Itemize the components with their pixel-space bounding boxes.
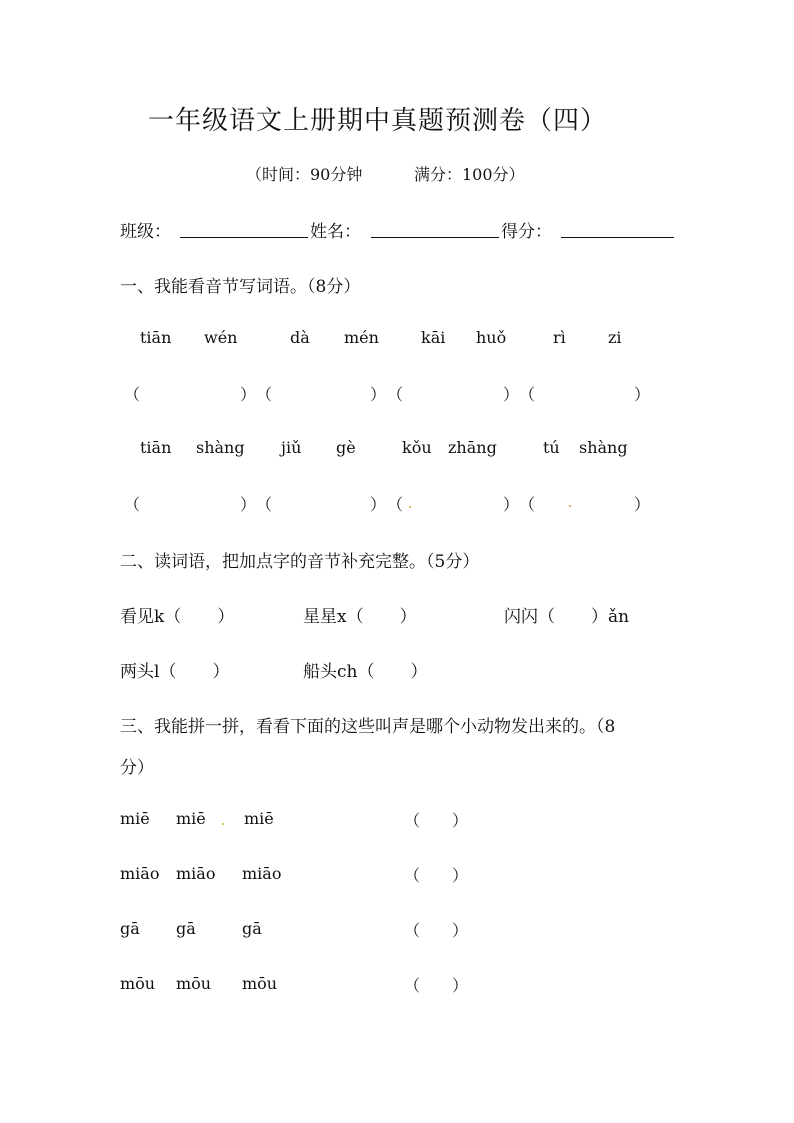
- answer-paren-close: ）: [452, 866, 469, 885]
- pinyin: mén: [344, 328, 379, 347]
- pinyin: jiǔ: [281, 438, 302, 457]
- syllable-close: ）: [399, 607, 417, 627]
- answer-paren-open: （: [404, 866, 421, 885]
- answer-paren-close: ）: [634, 385, 651, 404]
- pinyin: dà: [290, 328, 310, 347]
- pinyin: kāi: [421, 328, 446, 347]
- answer-paren-close: ）: [240, 495, 257, 514]
- answer-paren-open: （: [124, 495, 141, 514]
- syllable-prefix: k（: [154, 607, 182, 627]
- animal-sound: miē: [244, 809, 274, 828]
- animal-sound: miē: [176, 809, 206, 828]
- animal-sound: miē: [120, 809, 150, 828]
- score-label: 得分：: [501, 222, 552, 242]
- answer-paren-open: （: [124, 385, 141, 404]
- pinyin: zhāng: [448, 438, 497, 457]
- answer-paren-close: ）: [240, 385, 257, 404]
- syllable-close: ）: [217, 607, 235, 627]
- pinyin: rì: [553, 328, 566, 347]
- animal-sound: mōu: [120, 974, 156, 993]
- word: 两头: [120, 662, 154, 682]
- animal-sound: miāo: [120, 864, 160, 883]
- pinyin: gè: [336, 438, 356, 457]
- syllable-prefix: （: [538, 607, 555, 627]
- name-blank[interactable]: [371, 237, 499, 238]
- word-item: [120, 602, 234, 627]
- animal-sound: miāo: [176, 864, 216, 883]
- pinyin: zi: [608, 328, 622, 347]
- word-item: [303, 602, 417, 627]
- scan-speck: [409, 506, 411, 508]
- pinyin: wén: [204, 328, 238, 347]
- answer-paren-open: （: [519, 385, 536, 404]
- class-blank[interactable]: [180, 237, 308, 238]
- section3-heading-continued: 分）: [120, 758, 154, 778]
- answer-paren-open: （: [387, 385, 404, 404]
- page-title: 一年级语文上册期中真题预测卷（四）: [148, 106, 608, 136]
- syllable-prefix: ch（: [337, 662, 375, 682]
- section2-heading: 二、读词语，把加点字的音节补充完整。（5分）: [120, 552, 480, 572]
- animal-sound: miāo: [242, 864, 282, 883]
- answer-paren-open: （: [387, 495, 404, 514]
- animal-sound: gā: [176, 919, 196, 938]
- pinyin: tú: [543, 438, 560, 457]
- answer-paren-open: （: [404, 811, 421, 830]
- name-label: 姓名：: [310, 222, 361, 242]
- word: 闪闪: [504, 607, 538, 627]
- exam-full-score: 满分：100分）: [414, 165, 525, 184]
- word: 星星: [303, 607, 337, 627]
- word: 船头: [303, 662, 337, 682]
- section3-heading: 三、我能拼一拼，看看下面的这些叫声是哪个小动物发出来的。（8: [120, 717, 616, 737]
- answer-paren-open: （: [256, 385, 273, 404]
- class-label: 班级：: [120, 222, 171, 242]
- answer-paren-close: ）: [503, 385, 520, 404]
- syllable-close: ）: [410, 662, 428, 682]
- answer-paren-close: ）: [634, 495, 651, 514]
- animal-sound: mōu: [242, 974, 278, 993]
- animal-sound: gā: [120, 919, 140, 938]
- pinyin: shàng: [196, 438, 245, 457]
- scan-speck: [569, 505, 571, 507]
- answer-paren-open: （: [404, 921, 421, 940]
- pinyin: tiān: [140, 328, 172, 347]
- section1-heading: 一、我能看音节写词语。（8分）: [120, 277, 361, 297]
- pinyin: huǒ: [476, 328, 507, 347]
- score-blank[interactable]: [561, 237, 674, 238]
- pinyin: shàng: [579, 438, 628, 457]
- answer-paren-close: ）: [503, 495, 520, 514]
- answer-paren-close: ）: [452, 921, 469, 940]
- word-item: [120, 657, 229, 682]
- syllable-prefix: l（: [154, 662, 177, 682]
- pinyin: kǒu: [402, 438, 432, 457]
- exam-time: （时间：90分钟: [246, 165, 363, 184]
- pinyin: tiān: [140, 438, 172, 457]
- animal-sound: mōu: [176, 974, 212, 993]
- syllable-close: ）ǎn: [591, 607, 630, 627]
- answer-paren-close: ）: [452, 811, 469, 830]
- syllable-close: ）: [212, 662, 230, 682]
- word-item: [504, 602, 629, 627]
- word-item: [303, 657, 427, 682]
- answer-paren-close: ）: [370, 385, 387, 404]
- word: 看见: [120, 607, 154, 627]
- answer-paren-close: ）: [452, 976, 469, 995]
- answer-paren-open: （: [404, 976, 421, 995]
- answer-paren-open: （: [519, 495, 536, 514]
- scan-speck: [222, 823, 224, 825]
- answer-paren-open: （: [256, 495, 273, 514]
- answer-paren-close: ）: [370, 495, 387, 514]
- animal-sound: gā: [242, 919, 262, 938]
- syllable-prefix: x（: [337, 607, 364, 627]
